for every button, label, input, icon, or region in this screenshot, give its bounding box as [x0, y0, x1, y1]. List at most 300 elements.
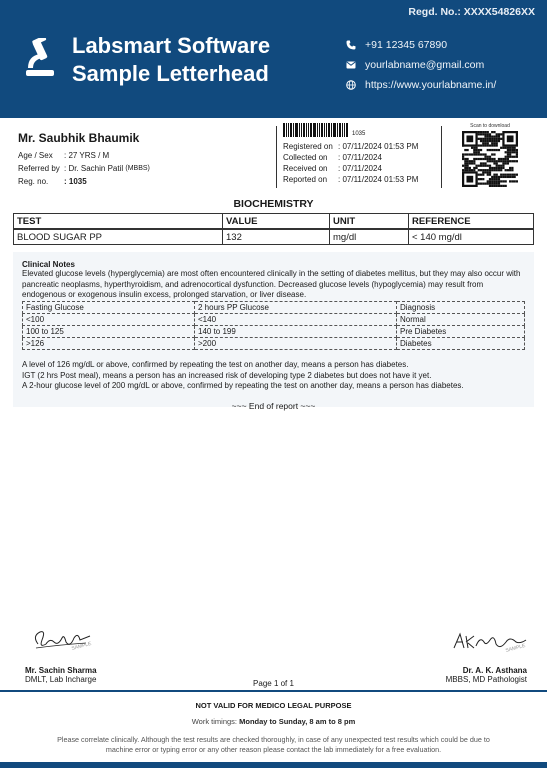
qr-module [489, 180, 491, 182]
ref-cell: Diabetes [397, 338, 525, 350]
referrer-qualification: (MBBS) [125, 165, 150, 172]
qr-module [514, 147, 516, 149]
qr-module [493, 138, 495, 140]
barcode-bar [310, 123, 312, 137]
qr-module [496, 140, 498, 142]
qr-module [493, 144, 495, 146]
qr-module [514, 174, 516, 176]
qr-module [478, 165, 480, 167]
result-unit: mg/dl [330, 229, 409, 245]
qr-module [498, 133, 500, 135]
qr-module [511, 160, 513, 162]
qr-module [498, 178, 500, 180]
barcode-bar [324, 123, 325, 137]
qr-module [478, 133, 480, 135]
qr-module [491, 153, 493, 155]
qr-module [489, 185, 491, 187]
qr-module [484, 142, 486, 144]
qr-module [480, 169, 482, 171]
qr-module [478, 153, 480, 155]
qr-module [484, 144, 486, 146]
qr-module [511, 167, 513, 169]
qr-module [505, 158, 507, 160]
qr-module [466, 135, 473, 142]
qr-module [509, 167, 511, 169]
qr-module [505, 174, 507, 176]
qr-module [484, 138, 486, 140]
qr-module [498, 160, 500, 162]
qr-module [496, 133, 498, 135]
qr-module [502, 167, 504, 169]
qr-module [493, 178, 495, 180]
qr-module [493, 131, 495, 133]
qr-module [509, 147, 511, 149]
qr-module [482, 133, 484, 135]
qr-module [487, 133, 489, 135]
qr-module [480, 131, 482, 133]
qr-module [480, 133, 482, 135]
work-timings-label: Work timings: [191, 717, 238, 726]
qr-module [466, 162, 468, 164]
phone-icon [346, 40, 356, 50]
table-row [14, 229, 534, 245]
qr-module [507, 151, 509, 153]
qr-module [502, 174, 504, 176]
barcode-bar [333, 123, 336, 137]
patient-referrer-row [18, 162, 268, 175]
qr-module [500, 147, 502, 149]
right-signature-icon [450, 628, 530, 656]
qr-module [475, 153, 477, 155]
qr-module [484, 156, 486, 158]
qr-module [496, 135, 498, 137]
qr-module [482, 183, 484, 185]
work-timings [0, 717, 547, 726]
qr-module [493, 149, 495, 151]
registered-row [283, 141, 438, 152]
qr-module [505, 156, 507, 158]
qr-module [502, 158, 504, 160]
qr-module [505, 162, 507, 164]
qr-module [514, 149, 516, 151]
qr-module [482, 158, 484, 160]
qr-module [509, 149, 511, 151]
barcode-bar [326, 123, 327, 137]
qr-module [469, 162, 471, 164]
qr-module [507, 162, 509, 164]
qr-module [491, 180, 493, 182]
qr-module [491, 142, 493, 144]
qr-module [487, 131, 489, 133]
qr-module [511, 169, 513, 171]
divider-right [441, 126, 442, 188]
right-signatory-role: MBBS, MD Pathologist [445, 675, 527, 684]
qr-module [507, 153, 509, 155]
qr-module [500, 174, 502, 176]
qr-module [500, 158, 502, 160]
qr-module [509, 156, 511, 158]
qr-module [473, 158, 475, 160]
ref-cell: Normal [397, 314, 525, 326]
end-of-report: ~~~ End of report ~~~ [231, 401, 316, 411]
qr-module [489, 171, 491, 173]
qr-module [480, 165, 482, 167]
envelope-icon [346, 60, 356, 70]
qr-module [471, 169, 473, 171]
left-signatory-name: Mr. Sachin Sharma [25, 666, 97, 675]
qr-module [516, 151, 518, 153]
qr-module [480, 140, 482, 142]
qr-module [462, 156, 464, 158]
results-table [13, 213, 534, 245]
qr-module [507, 147, 509, 149]
qr-module [493, 140, 495, 142]
ref-cell: 140 to 199 [195, 326, 397, 338]
barcode-bars [283, 123, 349, 137]
qr-module [511, 174, 513, 176]
qr-module [498, 138, 500, 140]
qr-module [491, 169, 493, 171]
reg-value: : 1035 [64, 177, 87, 186]
qr-code[interactable] [462, 131, 518, 187]
result-reference: < 140 mg/dl [409, 229, 534, 245]
barcode-bar [317, 123, 318, 137]
qr-module [478, 151, 480, 153]
qr-module [509, 180, 511, 182]
qr-module [466, 165, 468, 167]
qr-module [489, 149, 491, 151]
barcode-bar [313, 123, 316, 137]
result-value: 132 [223, 229, 330, 245]
qr-module [491, 183, 493, 185]
qr-module [509, 169, 511, 171]
reg-label: Reg. no. [18, 177, 49, 186]
qr-module [507, 176, 509, 178]
ref-cell: >200 [195, 338, 397, 350]
ref-cell: Diagnosis [397, 302, 525, 314]
qr-module [487, 144, 489, 146]
qr-module [509, 174, 511, 176]
qr-module [487, 174, 489, 176]
qr-module [493, 135, 495, 137]
barcode-bar [283, 123, 285, 137]
notes-title: Clinical Notes [22, 260, 75, 269]
qr-module [502, 162, 504, 164]
contact-info [346, 35, 496, 95]
qr-module [478, 149, 480, 151]
reported-row [283, 174, 438, 185]
qr-module [500, 180, 502, 182]
qr-module [505, 180, 507, 182]
qr-module [502, 147, 504, 149]
qr-caption: Scan to download [470, 123, 510, 129]
qr-module [507, 174, 509, 176]
barcode-bar [344, 123, 345, 137]
qr-module [498, 176, 500, 178]
referred-label: Referred by [18, 164, 60, 173]
registration-number: Regd. No.: XXXX54826XX [408, 6, 535, 18]
qr-module [480, 144, 482, 146]
qr-module [500, 167, 502, 169]
qr-module [496, 138, 498, 140]
right-signatory-name: Dr. A. K. Asthana [462, 666, 527, 675]
qr-module [489, 158, 491, 160]
qr-module [487, 158, 489, 160]
qr-module [489, 183, 491, 185]
qr-module [498, 185, 500, 187]
qr-module [505, 169, 507, 171]
patient-age-row [18, 149, 268, 162]
qr-module [516, 174, 518, 176]
ref-cell: <140 [195, 314, 397, 326]
qr-module [462, 158, 464, 160]
qr-module [509, 176, 511, 178]
barcode-bar [301, 123, 302, 137]
qr-module [489, 169, 491, 171]
qr-module [480, 178, 482, 180]
reported-value: : 07/11/2024 01:53 PM [338, 175, 419, 184]
registered-label: Registered on [283, 142, 333, 151]
ref-cell: Fasting Glucose [23, 302, 195, 314]
qr-module [480, 153, 482, 155]
letterhead-header [0, 0, 547, 118]
patient-reg-row [18, 175, 268, 188]
qr-module [489, 167, 491, 169]
qr-module [500, 138, 502, 140]
qr-module [473, 162, 475, 164]
patient-info [18, 131, 268, 188]
right-sample-stamp: SAMPLE [504, 642, 527, 654]
left-signatory-role: DMLT, Lab Incharge [25, 675, 97, 684]
qr-module [489, 135, 491, 137]
qr-module [478, 131, 480, 133]
qr-module [491, 167, 493, 169]
qr-module [500, 185, 502, 187]
phone-number: +91 12345 67890 [365, 39, 448, 51]
qr-module [496, 144, 498, 146]
qr-module [487, 165, 489, 167]
header-reference: REFERENCE [409, 214, 534, 230]
page-number: Page 1 of 1 [253, 679, 294, 688]
received-label: Received on [283, 164, 328, 173]
qr-module [475, 167, 477, 169]
left-signature-icon [28, 626, 98, 654]
qr-module [493, 176, 495, 178]
barcode-bar [293, 123, 294, 137]
brand-line-1: Labsmart Software [72, 33, 271, 58]
received-value: : 07/11/2024 [338, 164, 382, 173]
qr-module [493, 142, 495, 144]
report-dates [283, 123, 438, 185]
qr-module [484, 162, 486, 164]
qr-module [469, 160, 471, 162]
notes-line-2: IGT (2 hrs Post meal), means a person has an increased risk of developing type 2 diabetes but does not have it yet. [22, 370, 432, 380]
qr-module [469, 169, 471, 171]
qr-module [516, 180, 518, 182]
qr-module [482, 131, 484, 133]
result-test: BLOOD SUGAR PP [14, 229, 223, 245]
qr-module [498, 167, 500, 169]
barcode-bar [337, 123, 338, 137]
qr-module [471, 160, 473, 162]
qr-module [491, 135, 493, 137]
qr-module [484, 165, 486, 167]
email-address: yourlabname@gmail.com [365, 59, 485, 71]
qr-module [493, 174, 495, 176]
qr-module [491, 144, 493, 146]
reference-table [22, 301, 525, 350]
qr-module [500, 160, 502, 162]
table-row [23, 326, 525, 338]
qr-module [500, 169, 502, 171]
qr-module [491, 140, 493, 142]
qr-module [489, 178, 491, 180]
qr-module [511, 151, 513, 153]
notes-line-1: A level of 126 mg/dL or above, confirmed by repeating the test on another day, means a person has diabetes. [22, 360, 409, 369]
qr-module [484, 140, 486, 142]
table-row [23, 314, 525, 326]
qr-module [464, 169, 466, 171]
qr-module [466, 160, 468, 162]
qr-module [473, 147, 475, 149]
qr-module [493, 158, 495, 160]
collected-row [283, 152, 438, 163]
qr-module [491, 185, 493, 187]
qr-module [487, 180, 489, 182]
qr-module [507, 158, 509, 160]
qr-module [496, 165, 498, 167]
header-test: TEST [14, 214, 223, 230]
qr-module [498, 158, 500, 160]
qr-module [482, 142, 484, 144]
qr-module [487, 149, 489, 151]
qr-module [496, 176, 498, 178]
qr-module [466, 167, 468, 169]
qr-module [484, 169, 486, 171]
lab-brand-name [72, 32, 270, 88]
qr-module [516, 160, 518, 162]
qr-module [464, 149, 466, 151]
qr-module [482, 178, 484, 180]
qr-module [475, 149, 477, 151]
footer-bar [0, 762, 547, 768]
qr-module [484, 133, 486, 135]
table-row [23, 302, 525, 314]
reported-label: Reported on [283, 175, 328, 184]
qr-module [482, 138, 484, 140]
qr-module [466, 158, 468, 160]
qr-module [471, 153, 473, 155]
qr-module [498, 149, 500, 151]
qr-module [493, 183, 495, 185]
qr-module [480, 149, 482, 151]
qr-module [482, 171, 484, 173]
qr-code-box[interactable] [458, 123, 522, 187]
qr-module [475, 151, 477, 153]
barcode-bar [339, 123, 341, 137]
qr-module [469, 153, 471, 155]
qr-module [491, 176, 493, 178]
qr-module [482, 153, 484, 155]
barcode-bar [346, 123, 348, 137]
website-url: https://www.yourlabname.in/ [365, 79, 497, 91]
qr-module [487, 169, 489, 171]
qr-module [478, 158, 480, 160]
qr-module [498, 140, 500, 142]
qr-module [466, 169, 468, 171]
header-value: VALUE [223, 214, 330, 230]
qr-module [505, 151, 507, 153]
referred-value: : Dr. Sachin Patil [64, 164, 124, 173]
qr-module [466, 176, 473, 183]
qr-module [478, 138, 480, 140]
qr-module [473, 169, 475, 171]
qr-module [498, 135, 500, 137]
qr-module [489, 156, 491, 158]
qr-module [509, 160, 511, 162]
barcode-bar [303, 123, 305, 137]
notes-paragraph: Elevated glucose levels (hyperglycemia) are most often encountered clinically in the setting of diabetes mellitus, but they may also occur with pancreatic neoplasms, hyperthyroidism, and adrenocortical dysfunction. Decreased glucose levels (hypoglycemia) may result from endogenous or exogenous insulin excess, prolonged starvation, or liver disease. [22, 269, 521, 299]
barcode-bar [328, 123, 330, 137]
barcode-bar [308, 123, 309, 137]
barcode-bar [295, 123, 298, 137]
qr-module [464, 153, 466, 155]
qr-module [502, 176, 504, 178]
qr-module [489, 144, 491, 146]
qr-module [482, 174, 484, 176]
disclaimer: Please correlate clinically. Although the test results are checked thoroughly, in case of any unexpected test results which could be due to machine error or typing error or any other reason please contact the lab immediately for a free evaluation. [57, 735, 490, 754]
barcode-number: 1035 [352, 131, 366, 137]
qr-module [478, 178, 480, 180]
qr-module [464, 167, 466, 169]
qr-module [475, 158, 477, 160]
qr-module [511, 156, 513, 158]
qr-module [500, 176, 502, 178]
barcode-bar [342, 123, 343, 137]
qr-module [516, 149, 518, 151]
qr-module [516, 156, 518, 158]
barcode-bar [306, 123, 307, 137]
qr-module [489, 133, 491, 135]
barcode [283, 123, 438, 137]
qr-module [482, 162, 484, 164]
qr-module [498, 169, 500, 171]
qr-module [514, 180, 516, 182]
qr-module [514, 156, 516, 158]
qr-module [473, 149, 475, 151]
qr-module [464, 158, 466, 160]
received-row [283, 163, 438, 174]
qr-module [489, 165, 491, 167]
qr-module [487, 142, 489, 144]
age-value: : 27 YRS / M [64, 151, 110, 160]
qr-module [469, 167, 471, 169]
barcode-bar [319, 123, 320, 137]
qr-module [487, 160, 489, 162]
qr-module [478, 174, 480, 176]
qr-module [473, 153, 475, 155]
qr-module [464, 162, 466, 164]
qr-module [493, 160, 495, 162]
ref-cell: 2 hours PP Glucose [195, 302, 397, 314]
qr-module [496, 167, 498, 169]
qr-module [516, 153, 518, 155]
qr-module [473, 151, 475, 153]
qr-module [478, 183, 480, 185]
qr-module [505, 147, 507, 149]
qr-module [491, 138, 493, 140]
contact-phone [346, 35, 496, 55]
